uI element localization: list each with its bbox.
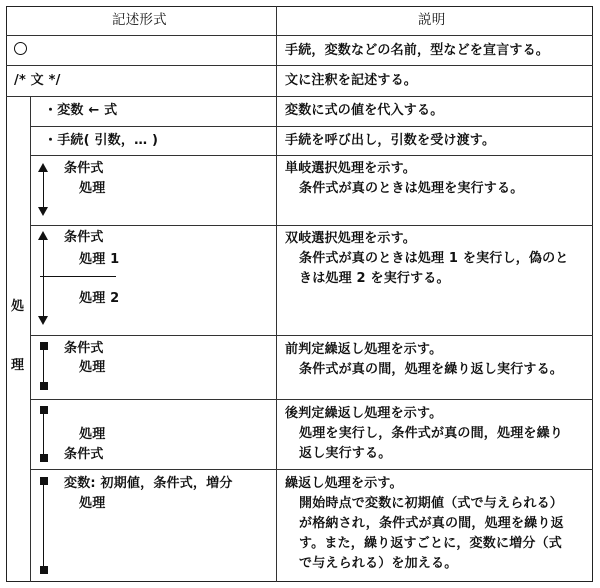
header-rule [6,35,593,36]
square-icon [40,406,48,414]
row-description: 単岐選択処理を示す。 条件式が真のときは処理を実行する。 [285,161,524,196]
condition-label: 条件式 [64,447,104,462]
square-icon [40,382,48,390]
row-rule [30,225,593,226]
group-label-char: 処 [11,299,25,314]
row-format: ・変数 ← 式 [44,103,118,118]
row-rule [30,469,593,470]
row-rule [6,65,593,66]
row-rule [6,96,593,97]
row-format: ・手続( 引数，… ) [44,133,159,148]
square-icon [40,454,48,462]
process-label: 処理 [79,496,106,511]
condition-label: 条件式 [64,230,104,245]
process-label: 処理 [79,427,106,442]
row-format: /* 文 */ [14,73,61,88]
group-divider [30,96,31,582]
block-bar [43,349,44,384]
row-description: 文に注釈を記述する。 [285,73,418,88]
branch-divider [40,276,116,277]
process-label: 処理 [79,181,106,196]
row-rule [30,335,593,336]
row-description: 前判定繰返し処理を示す。 条件式が真の間，処理を繰り返し実行する。 [285,342,564,377]
arrow-down-icon [38,316,48,325]
header-format: 記述形式 [112,12,167,28]
row-rule [30,155,593,156]
square-icon [40,342,48,350]
condition-label: 条件式 [64,341,104,356]
group-label-char: 理 [11,358,25,373]
row-description: 双岐選択処理を示す。 条件式が真のときは処理 1 を実行し，偽のと きは処理 2 を実行する。 [285,231,569,286]
row-description: 繰返し処理を示す。 開始時点で変数に初期値（式で与えられる） が格納され，条件式が真の間，処理を繰り返 す。また，繰り返すごとに，変数に増分（式 で与えられる）を加える。 [285,476,564,571]
square-icon [40,566,48,574]
block-bar [43,484,44,569]
row-description: 手続，変数などの名前，型などを宣言する。 [285,43,550,58]
row-description: 変数に式の値を代入する。 [285,103,444,118]
arrow-down-icon [38,207,48,216]
square-icon [40,477,48,485]
block-bar [43,239,44,317]
header-description: 説明 [418,12,446,28]
row-rule [30,126,593,127]
condition-label: 条件式 [64,161,104,176]
process-label: 処理 2 [79,291,120,306]
process-label: 処理 [79,360,106,375]
row-description: 後判定繰返し処理を示す。 処理を実行し，条件式が真の間，処理を繰り 返し実行する。 [285,406,564,461]
loop-header-label: 変数: 初期値，条件式，増分 [64,476,233,491]
row-description: 手続を呼び出し，引数を受け渡す。 [285,133,496,148]
row-rule [30,399,593,400]
column-divider [276,6,277,582]
block-bar [43,413,44,458]
block-bar [43,171,44,208]
circle-icon [14,42,27,55]
process-label: 処理 1 [79,252,120,267]
